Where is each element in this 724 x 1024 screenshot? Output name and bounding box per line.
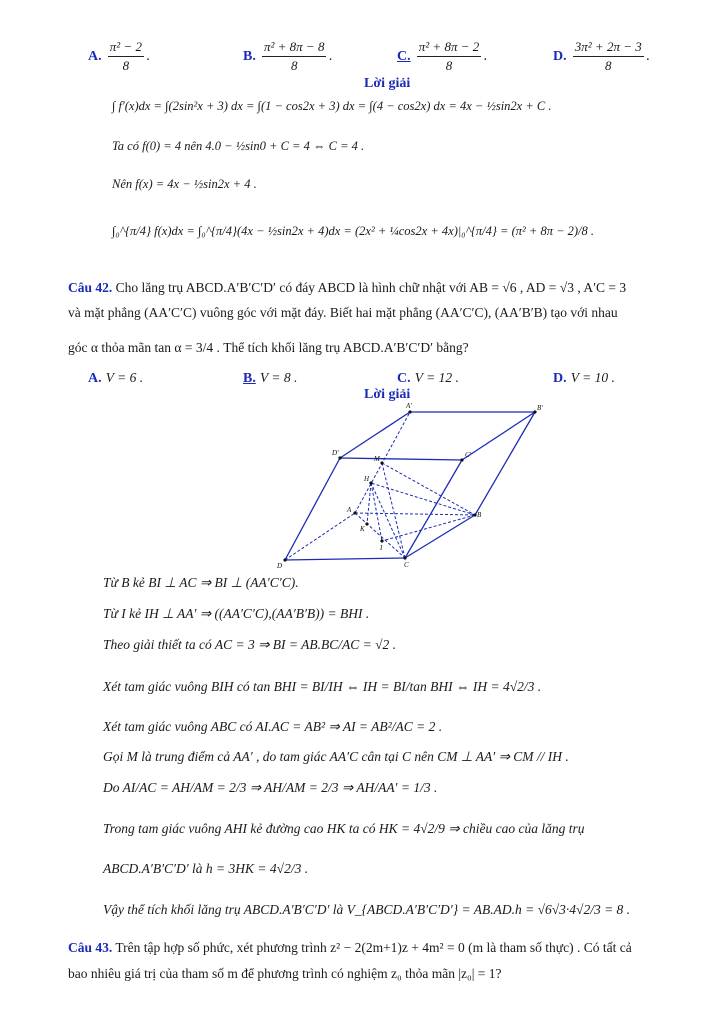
edge-dprime-aprime: [340, 412, 410, 458]
q42-solution-heading: Lời giải: [364, 387, 411, 402]
q41-option-d: D. $\frac{\text{3π² + 2π − 3}}{8}$ .: [553, 39, 650, 73]
option-text: V = 8 .: [259, 370, 298, 385]
q42-option-b: [243, 370, 297, 387]
label-d: D: [277, 562, 283, 570]
q42-sol-line5: Xét tam giác vuông ABC có AI.AC = AB² ⇒ AI = AB²/AC = 2 .: [103, 719, 443, 734]
point-h: [369, 481, 372, 484]
q42-stem-line2: và mặt phẳng (AA′C′C) vuông góc với mặt đáy. Biết hai mặt phẳng (AA′C′C), (AA′B′B) tạo với nhau: [68, 305, 618, 320]
label-m: M: [374, 455, 380, 463]
q42-sol-line10: Vậy thể tích khối lăng trụ ABCD.A′B′C′D′ là V_{ABCD.A′B′C′D′} = AB.AD.h = √6√3·4√2/3 = 8 .: [103, 902, 631, 917]
point-i: [380, 539, 383, 542]
option-numerator: π² − 2: [108, 38, 144, 57]
q42-sol-line2: Từ I kẻ IH ⊥ AA′ ⇒ ((AA′C′C),(AA′B′B)) = BHI .: [103, 606, 370, 621]
option-numerator: π² + 8π − 2: [417, 38, 481, 57]
question-text: Cho lăng trụ ABCD.A′B′C′D′ có đáy ABCD là hình chữ nhật với AB = √6 , AD = √3 , A′C = 3: [112, 280, 627, 295]
option-text: V = 12 .: [414, 370, 459, 385]
q42-stem-line3: góc α thỏa mãn tan α = 3/4 . Thể tích khối lăng trụ ABCD.A′B′C′D′ bằng?: [68, 340, 469, 355]
q42-sol-line1: Từ B kẻ BI ⊥ AC ⇒ BI ⊥ (AA′C′C).: [103, 575, 299, 590]
label-k: K: [360, 525, 365, 533]
q42-option-d: [553, 370, 615, 387]
option-label: B.: [243, 371, 256, 386]
option-text: V = 10 .: [570, 370, 615, 385]
edge-d-a: [285, 513, 355, 560]
q42-sol-line9: ABCD.A′B′C′D′ là h = 3HK = 4√2/3 .: [103, 861, 309, 876]
option-label: C.: [397, 371, 411, 386]
option-numerator: π² + 8π − 8: [262, 38, 326, 57]
q42-sol-line8: Trong tam giác vuông AHI kẻ đường cao HK ta có HK = 4√2/9 ⇒ chiều cao của lăng trụ: [103, 821, 585, 836]
point-k: [365, 522, 368, 525]
label-c: C: [404, 561, 409, 569]
edge-c-b: [405, 515, 475, 558]
label-bprime: B′: [537, 404, 543, 412]
edge-c-cprime: [405, 460, 462, 558]
q41-line3: Nên f(x) = 4x − ½sin2x + 4 .: [112, 177, 257, 191]
option-label: A.: [88, 371, 102, 386]
q41-line1: ∫ f′(x)dx = ∫(2sin²x + 3) dx = ∫(1 − cos2x + 3) dx = ∫(4 − cos2x) dx = 4x − ½sin2x + C .: [112, 99, 552, 113]
line-c-h: [371, 483, 405, 558]
option-text: V = 6 .: [105, 370, 144, 385]
edge-b-bprime: [475, 412, 535, 515]
point-dprime: [338, 456, 341, 459]
label-h: H: [364, 475, 370, 483]
option-label: C.: [397, 49, 411, 64]
point-c: [403, 556, 406, 559]
option-label: D.: [553, 371, 567, 386]
q41-option-a: A. $\frac{\text{π² − 2}}{8}$ .: [88, 39, 151, 73]
edge-cprime-dprime: [340, 458, 462, 460]
option-denominator: 8: [122, 58, 130, 73]
line-b-h: [371, 483, 475, 515]
edge-a-b: [355, 513, 475, 515]
q42-sol-line4: Xét tam giác vuông BIH có tan BHI = BI/IH ⇔ IH = BI/tan BHI ⇔ IH = 4√2/3 .: [103, 679, 542, 694]
q42-option-c: [397, 370, 459, 387]
point-cprime: [460, 458, 463, 461]
option-label: A.: [88, 49, 102, 64]
label-b: B: [477, 511, 482, 519]
point-a: [353, 511, 356, 514]
label-dprime: D′: [332, 449, 339, 457]
edge-d-c: [285, 558, 405, 560]
line-c-m: [382, 463, 405, 558]
line-h-i: [371, 483, 382, 541]
q42-sol-line6: Gọi M là trung điểm cả AA′ , do tam giác AA′C cân tại C nên CM ⊥ AA′ ⇒ CM // IH .: [103, 749, 569, 764]
label-a: A: [347, 506, 352, 514]
point-aprime: [408, 410, 411, 413]
question-label: Câu 42.: [68, 280, 113, 295]
edge-d-dprime: [285, 458, 340, 560]
label-i: I: [380, 544, 383, 552]
prism-figure: [270, 400, 560, 575]
question-label: Câu 43.: [68, 940, 113, 955]
edge-bprime-cprime: [462, 412, 535, 460]
q42-stem-line1: [68, 280, 626, 296]
option-denominator: 8: [605, 58, 612, 73]
q41-line4: ∫₀^{π/4} f(x)dx = ∫₀^{π/4}(4x − ½sin2x + 4)dx = (2x² + ¼cos2x + 4x)|₀^{π/4} = (π² + 8π − 2)/8 .: [112, 224, 595, 238]
option-numerator: 3π² + 2π − 3: [573, 38, 644, 57]
q42-sol-line3: Theo giải thiết ta có AC = 3 ⇒ BI = AB.BC/AC = √2 .: [103, 637, 397, 652]
q43-stem-line1: [68, 940, 632, 956]
option-label: B.: [243, 49, 256, 64]
q41-option-b: B. $\frac{\text{π² + 8π − 8}}{8}$ .: [243, 39, 333, 73]
line-m-b: [382, 463, 475, 515]
label-aprime: A′: [406, 402, 412, 410]
q41-solution-heading: Lời giải: [364, 76, 411, 91]
q42-sol-line7: Do AI/AC = AH/AM = 2/3 ⇒ AH/AM = 2/3 ⇒ AH/AA′ = 1/3 .: [103, 780, 438, 795]
q41-line2: Ta có f(0) = 4 nên 4.0 − ½sin0 + C = 4 ⇔ C = 4 .: [112, 139, 365, 153]
q43-stem-line2: bao nhiêu giá trị của tham số m để phương trình có nghiệm z₀ thỏa mãn |z₀| = 1?: [68, 966, 502, 981]
point-d: [283, 558, 286, 561]
q41-option-c: C. $\frac{\text{π² + 8π − 2}}{8}$ .: [397, 39, 488, 73]
option-denominator: 8: [290, 58, 298, 73]
point-m: [380, 461, 383, 464]
label-cprime: C′: [465, 451, 472, 459]
q42-option-a: [88, 370, 143, 387]
option-label: D.: [553, 49, 567, 64]
question-text: Trên tập hợp số phức, xét phương trình z² − 2(2m+1)z + 4m² = 0 (m là tham số thực) . Có tất cả: [112, 940, 632, 955]
option-denominator: 8: [445, 58, 453, 73]
